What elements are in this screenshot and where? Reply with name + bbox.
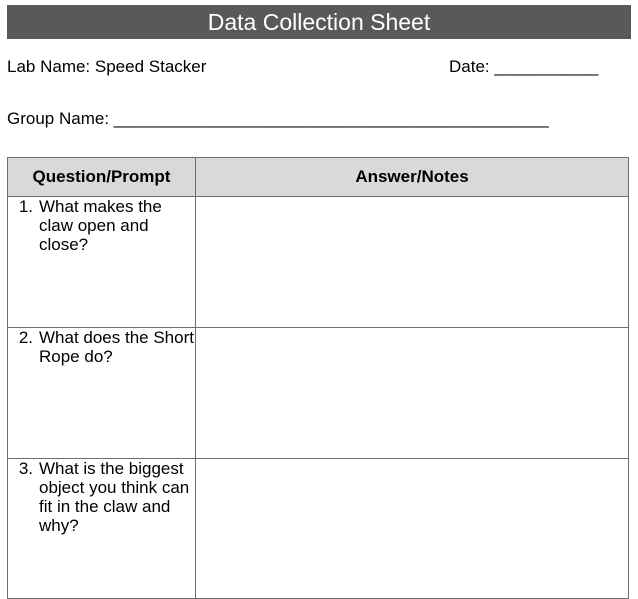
date-field[interactable]: Date: ___________ — [449, 57, 599, 76]
table-header-row — [8, 158, 629, 197]
column-header-answer: Answer/Notes — [196, 158, 629, 197]
column-header-question: Question/Prompt — [8, 158, 196, 197]
table-row — [8, 328, 629, 459]
answer-cell[interactable] — [196, 459, 629, 599]
group-name-field[interactable]: Group Name: ______________________________________________ — [7, 109, 549, 128]
table-row — [8, 197, 629, 328]
question-number: 2. — [18, 328, 33, 347]
question-cell — [8, 197, 196, 328]
sheet-title: Data Collection Sheet — [7, 5, 631, 39]
question-number: 1. — [18, 197, 33, 216]
question-number: 3. — [18, 459, 33, 478]
lab-name-field: Lab Name: Speed Stacker — [7, 57, 207, 76]
answer-cell[interactable] — [196, 328, 629, 459]
question-cell — [8, 328, 196, 459]
answer-cell[interactable] — [196, 197, 629, 328]
question-text: What does the Short Rope do? — [39, 328, 194, 366]
question-cell — [8, 459, 196, 599]
table-row — [8, 459, 629, 599]
data-collection-table — [7, 157, 629, 599]
question-text: What is the biggest object you think can fit in the claw and why? — [39, 459, 190, 535]
question-text: What makes the claw open and close? — [39, 197, 162, 254]
